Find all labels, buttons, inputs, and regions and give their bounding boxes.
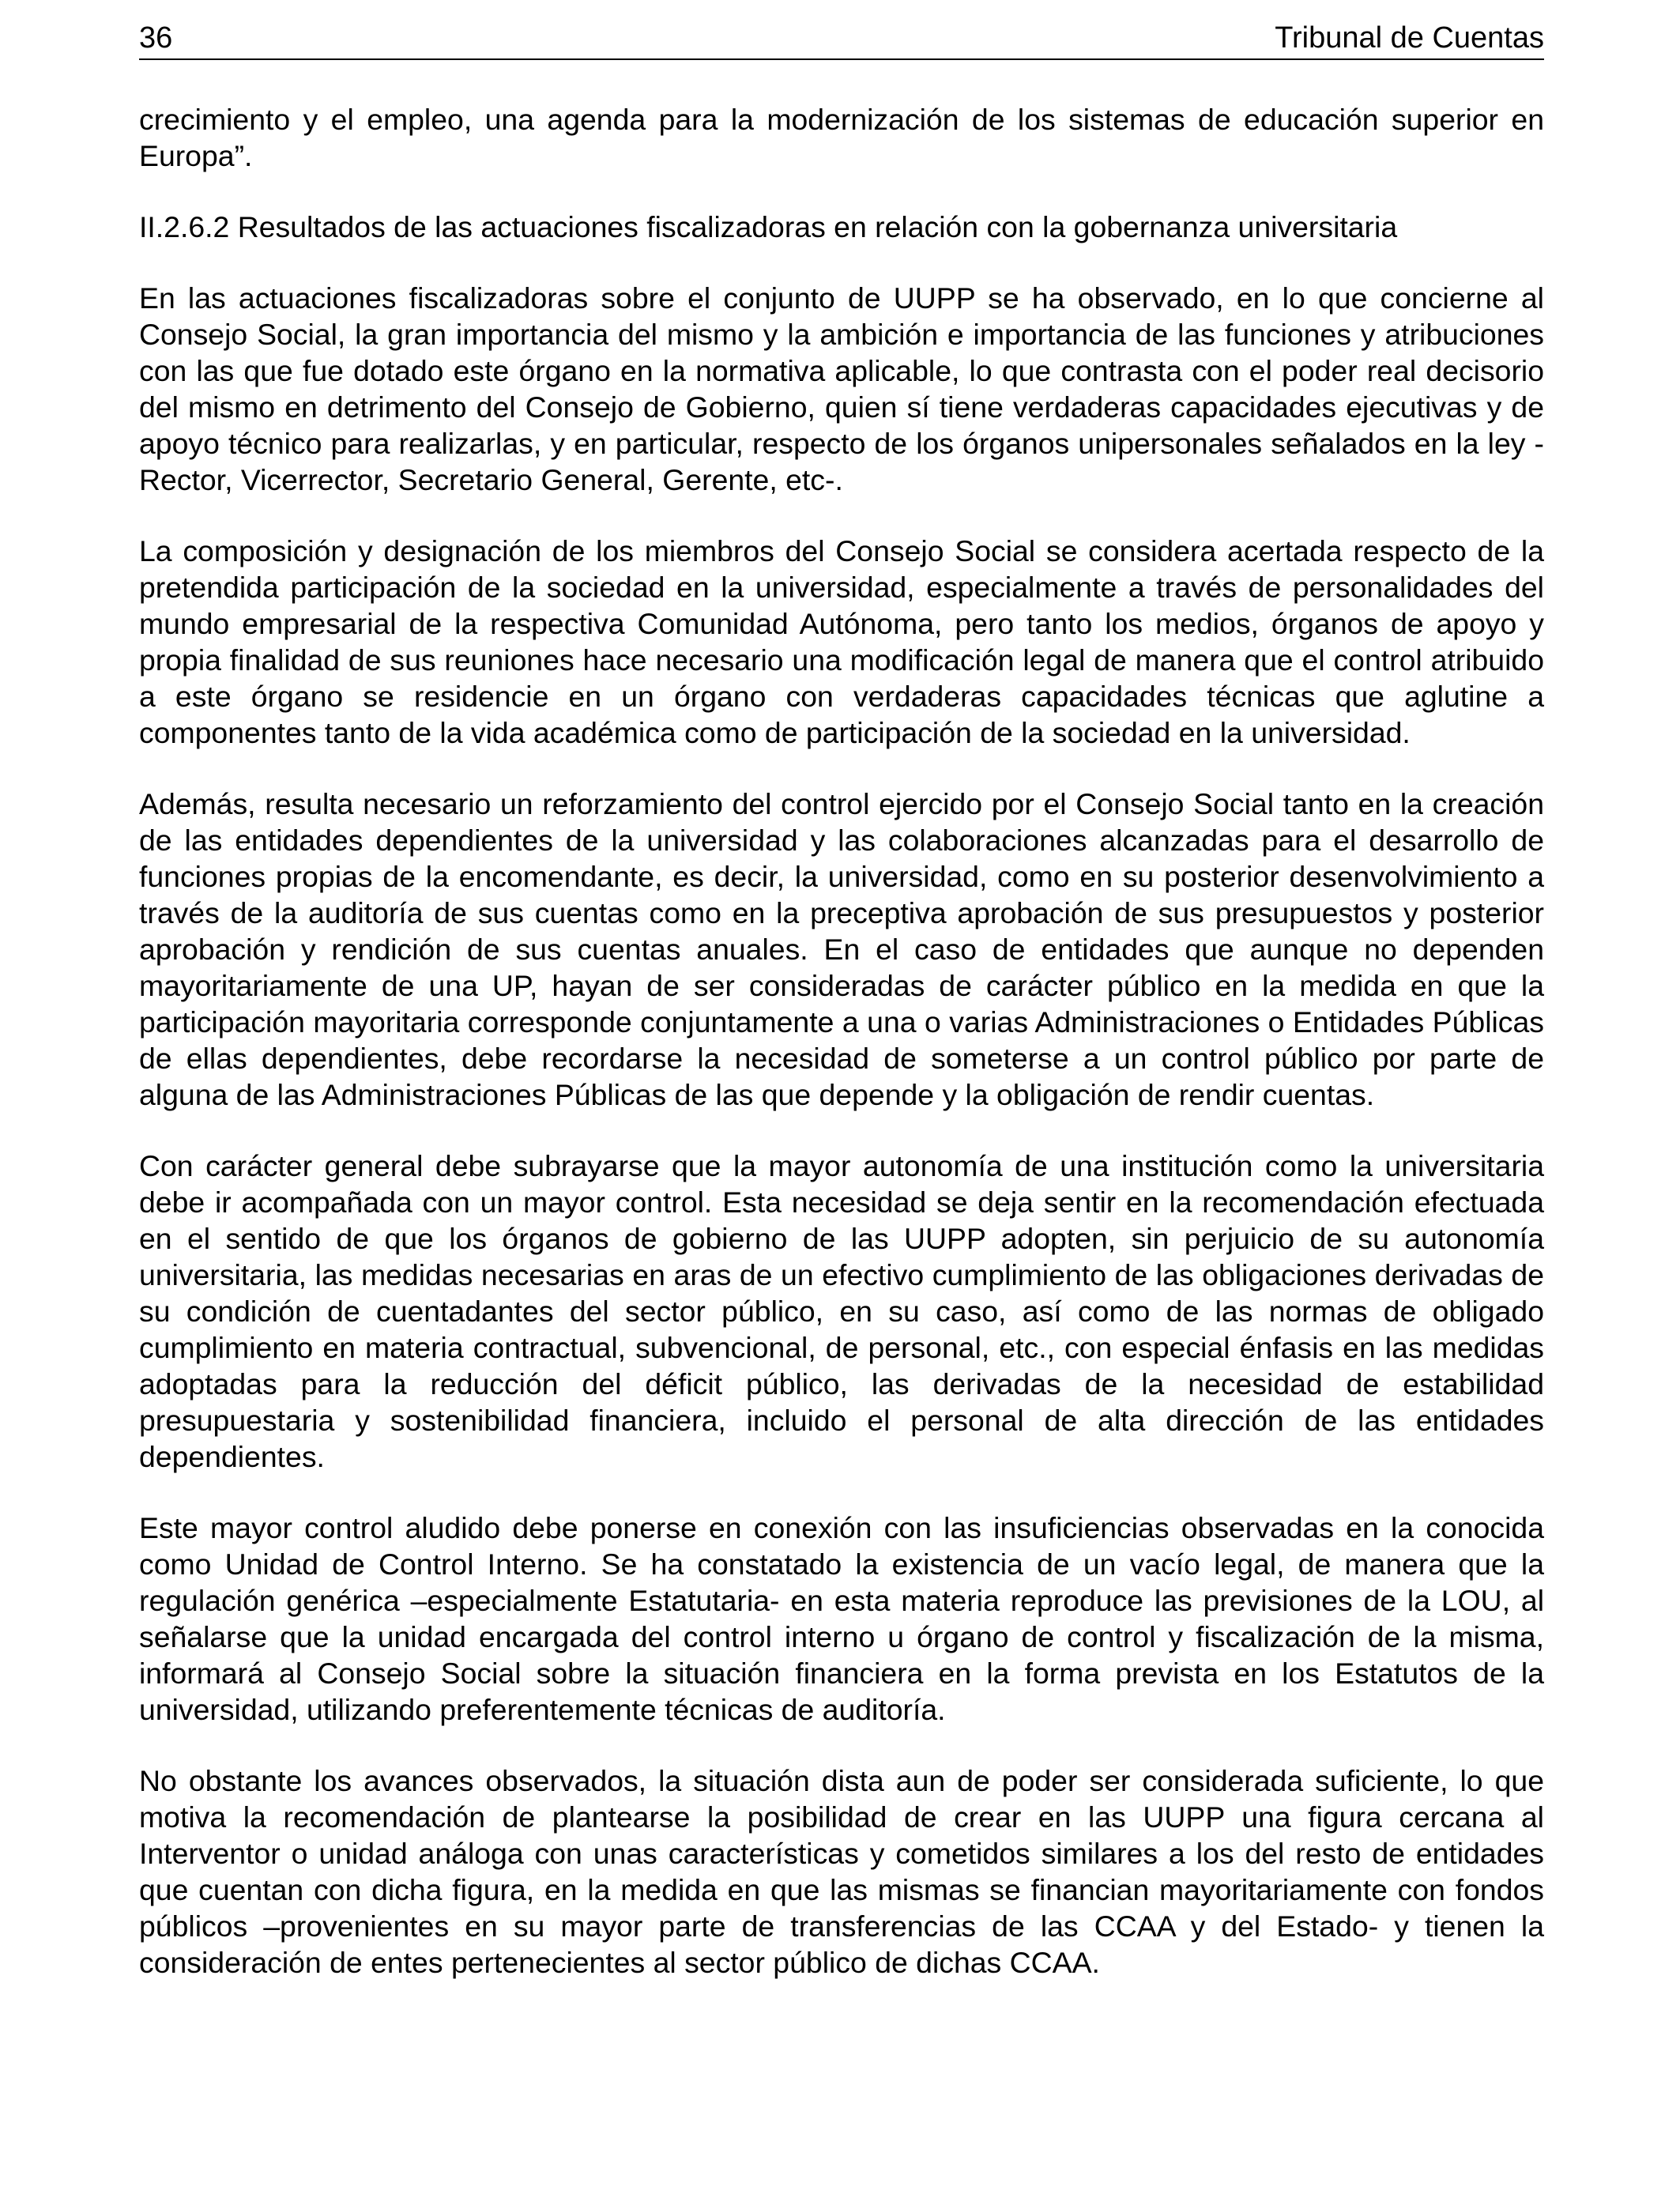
document-body	[139, 101, 1544, 2015]
page-number: 36	[139, 21, 173, 55]
body-paragraph: En las actuaciones fiscalizadoras sobre el conjunto de UUPP se ha observado, en lo que concierne al Consejo Social, la gran importancia del mismo y la ambición e importancia de las funciones y atribuciones con las que fue dotado este órgano en la normativa aplicable, lo que contrasta con el poder real decisorio del mismo en detrimento del Consejo de Gobierno, quien sí tiene verdaderas capacidades ejecutivas y de apoyo técnico para realizarlas, y en particular, respecto de los órganos unipersonales señalados en la ley -Rector, Vicerrector, Secretario General, Gerente, etc-.	[139, 281, 1544, 496]
running-title: Tribunal de Cuentas	[1275, 21, 1544, 55]
body-paragraph: Además, resulta necesario un reforzamiento del control ejercido por el Consejo Social tanto en la creación de las entidades dependientes de la universidad y las colaboraciones alcanzadas para el desarrollo de funciones propias de la encomendante, es decir, la universidad, como en su posterior desenvolvimiento a través de la auditoría de sus cuentas como en la preceptiva aprobación de sus presupuestos y posterior aprobación y rendición de sus cuentas anuales. En el caso de entidades que aunque no dependen mayoritariamente de una UP, hayan de ser consideradas de carácter público en la medida en que la participación mayoritaria corresponde conjuntamente a una o varias Administraciones o Entidades Públicas de ellas dependientes, debe recordarse la necesidad de someterse a un control público por parte de alguna de las Administraciones Públicas de las que depende y la obligación de rendir cuentas.	[139, 787, 1544, 1111]
body-paragraph: Con carácter general debe subrayarse que la mayor autonomía de una institución como la universitaria debe ir acompañada con un mayor control. Esta necesidad se deja sentir en la recomendación efectuada en el sentido de que los órganos de gobierno de las UUPP adopten, sin perjuicio de su autonomía universitaria, las medidas necesarias en aras de un efectivo cumplimiento de las obligaciones derivadas de su condición de cuentadantes del sector público, en su caso, así como de las normas de obligado cumplimiento en materia contractual, subvencional, de personal, etc., con especial énfasis en las medidas adoptadas para la reducción del déficit público, las derivadas de la necesidad de estabilidad presupuestaria y sostenibilidad financiera, incluido el personal de alta dirección de las entidades dependientes.	[139, 1149, 1544, 1473]
page-header	[139, 17, 1544, 60]
body-paragraph: Este mayor control aludido debe ponerse en conexión con las insuficiencias observadas en la conocida como Unidad de Control Interno. Se ha constatado la existencia de un vacío legal, de manera que la regulación genérica –especialmente Estatutaria- en esta materia reproduce las previsiones de la LOU, al señalarse que la unidad encargada del control interno u órgano de control y fiscalización de la misma, informará al Consejo Social sobre la situación financiera en la forma prevista en los Estatutos de la universidad, utilizando preferentemente técnicas de auditoría.	[139, 1511, 1544, 1726]
body-paragraph: No obstante los avances observados, la situación dista aun de poder ser considerada suficiente, lo que motiva la recomendación de plantearse la posibilidad de crear en las UUPP una figura cercana al Interventor o unidad análoga con unas características y cometidos similares a los del resto de entidades que cuentan con dicha figura, en la medida en que las mismas se financian mayoritariamente con fondos públicos –provenientes en su mayor parte de transferencias de las CCAA y del Estado- y tienen la consideración de entes pertenecientes al sector público de dichas CCAA.	[139, 1764, 1544, 1979]
section-heading: II.2.6.2 Resultados de las actuaciones fiscalizadoras en relación con la gobernanza universitaria	[139, 210, 1398, 243]
body-paragraph: La composición y designación de los miembros del Consejo Social se considera acertada respecto de la pretendida participación de la sociedad en la universidad, especialmente a través de personalidades del mundo empresarial de la respectiva Comunidad Autónoma, pero tanto los medios, órganos de apoyo y propia finalidad de sus reuniones hace necesario una modificación legal de manera que el control atribuido a este órgano se residencie en un órgano con verdaderas capacidades técnicas que aglutine a componentes tanto de la vida académica como de participación de la sociedad en la universidad.	[139, 534, 1544, 749]
continuation-paragraph: crecimiento y el empleo, una agenda para la modernización de los sistemas de educación superior en Europa”.	[139, 103, 1544, 172]
